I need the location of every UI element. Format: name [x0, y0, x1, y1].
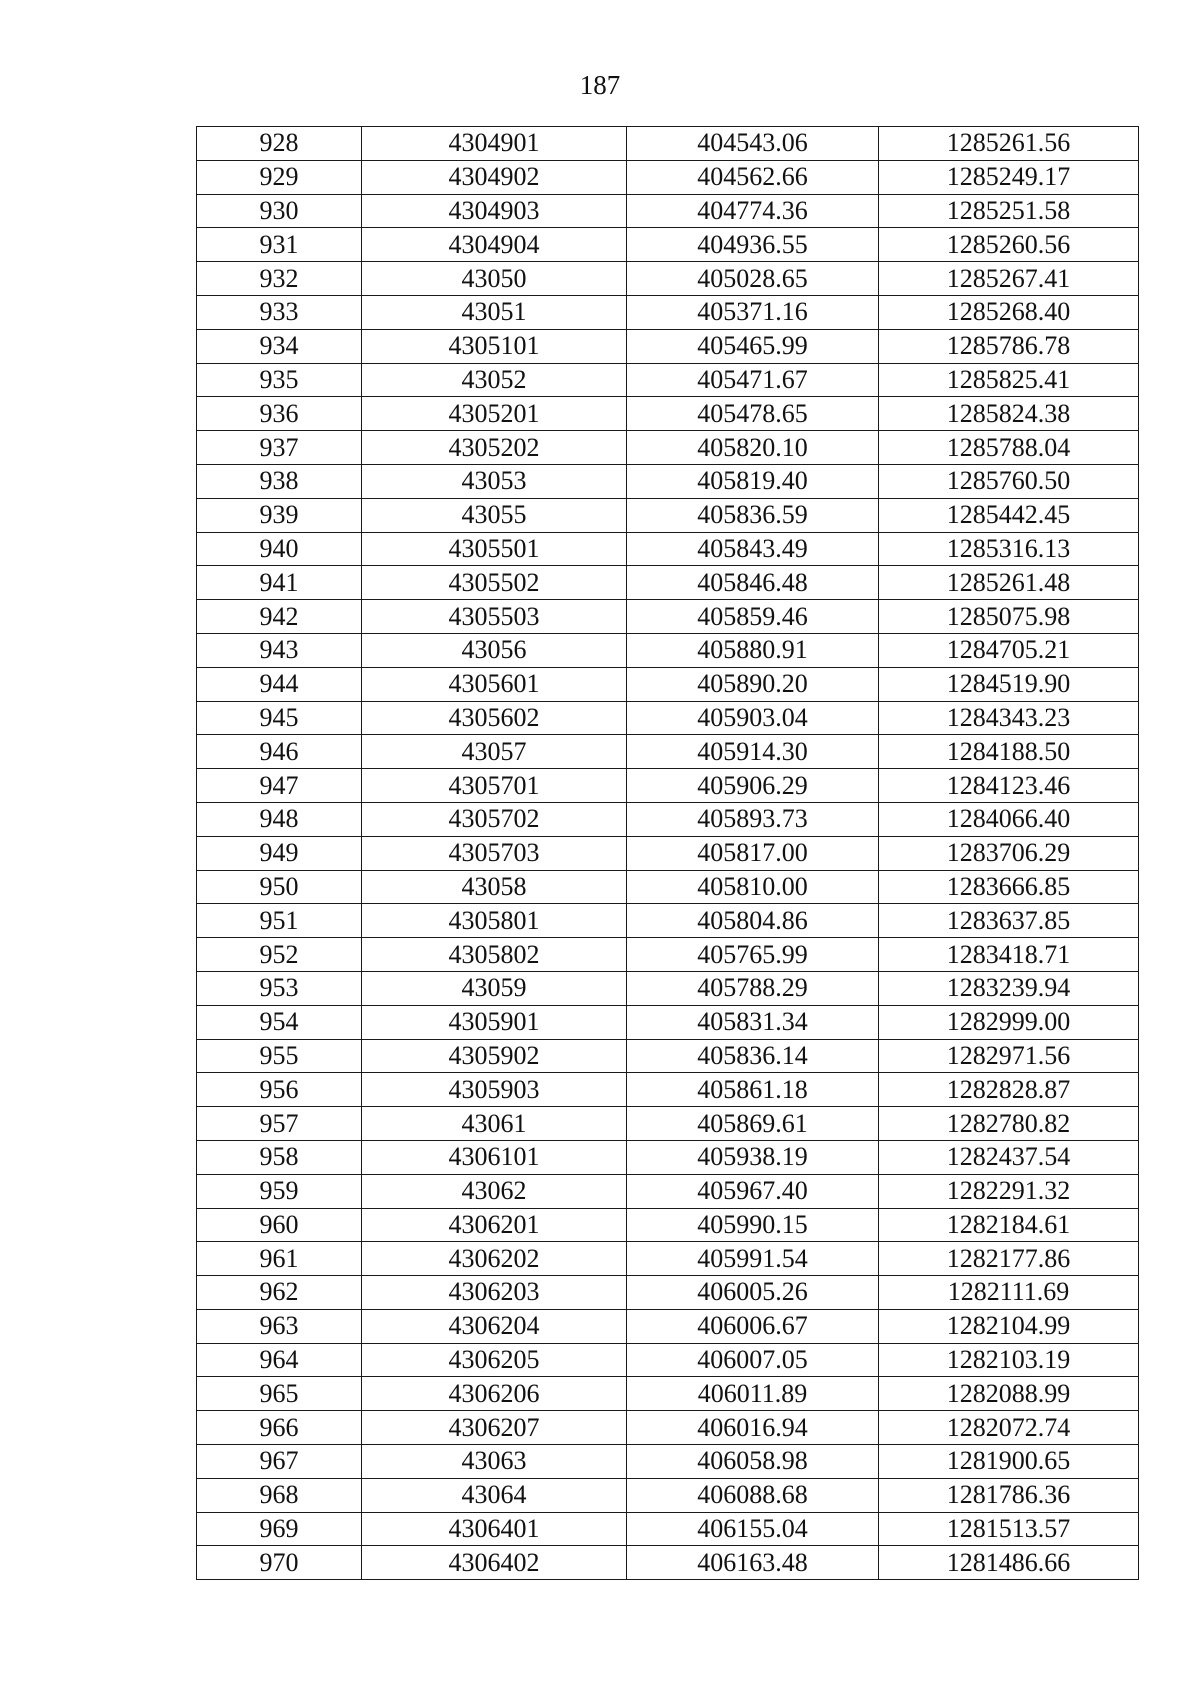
table-row [197, 1546, 1139, 1580]
row-number-cell: 953 [197, 971, 362, 1005]
y-coordinate-cell: 1285261.56 [879, 127, 1139, 161]
y-coordinate-cell: 1283666.85 [879, 870, 1139, 904]
table-row [197, 1478, 1139, 1512]
row-number-cell: 966 [197, 1411, 362, 1445]
y-coordinate-cell: 1284705.21 [879, 633, 1139, 667]
x-coordinate-cell: 406163.48 [627, 1546, 879, 1580]
x-coordinate-cell: 405903.04 [627, 701, 879, 735]
x-coordinate-cell: 405028.65 [627, 262, 879, 296]
point-id-cell: 4306207 [362, 1411, 627, 1445]
y-coordinate-cell: 1282999.00 [879, 1005, 1139, 1039]
x-coordinate-cell: 405991.54 [627, 1242, 879, 1276]
x-coordinate-cell: 406006.67 [627, 1309, 879, 1343]
x-coordinate-cell: 405817.00 [627, 836, 879, 870]
x-coordinate-cell: 404562.66 [627, 160, 879, 194]
point-id-cell: 43058 [362, 870, 627, 904]
x-coordinate-cell: 405861.18 [627, 1073, 879, 1107]
point-id-cell: 4304904 [362, 228, 627, 262]
table-row [197, 1107, 1139, 1141]
x-coordinate-cell: 406155.04 [627, 1512, 879, 1546]
x-coordinate-cell: 405914.30 [627, 735, 879, 769]
point-id-cell: 4305702 [362, 802, 627, 836]
row-number-cell: 932 [197, 262, 362, 296]
y-coordinate-cell: 1281513.57 [879, 1512, 1139, 1546]
table-row [197, 1208, 1139, 1242]
row-number-cell: 931 [197, 228, 362, 262]
row-number-cell: 940 [197, 532, 362, 566]
row-number-cell: 952 [197, 938, 362, 972]
y-coordinate-cell: 1281786.36 [879, 1478, 1139, 1512]
x-coordinate-cell: 405893.73 [627, 802, 879, 836]
row-number-cell: 970 [197, 1546, 362, 1580]
row-number-cell: 945 [197, 701, 362, 735]
row-number-cell: 942 [197, 600, 362, 634]
y-coordinate-cell: 1282437.54 [879, 1140, 1139, 1174]
row-number-cell: 955 [197, 1039, 362, 1073]
y-coordinate-cell: 1285249.17 [879, 160, 1139, 194]
table-row [197, 1377, 1139, 1411]
row-number-cell: 943 [197, 633, 362, 667]
point-id-cell: 43059 [362, 971, 627, 1005]
table-row [197, 464, 1139, 498]
row-number-cell: 954 [197, 1005, 362, 1039]
x-coordinate-cell: 405804.86 [627, 904, 879, 938]
row-number-cell: 938 [197, 464, 362, 498]
y-coordinate-cell: 1283637.85 [879, 904, 1139, 938]
y-coordinate-cell: 1285260.56 [879, 228, 1139, 262]
point-id-cell: 4306201 [362, 1208, 627, 1242]
y-coordinate-cell: 1284066.40 [879, 802, 1139, 836]
table-row [197, 701, 1139, 735]
table-row [197, 498, 1139, 532]
table-row [197, 363, 1139, 397]
y-coordinate-cell: 1285261.48 [879, 566, 1139, 600]
row-number-cell: 949 [197, 836, 362, 870]
table-row [197, 667, 1139, 701]
y-coordinate-cell: 1282072.74 [879, 1411, 1139, 1445]
x-coordinate-cell: 404936.55 [627, 228, 879, 262]
x-coordinate-cell: 405880.91 [627, 633, 879, 667]
x-coordinate-cell: 405990.15 [627, 1208, 879, 1242]
row-number-cell: 937 [197, 431, 362, 465]
point-id-cell: 4305701 [362, 769, 627, 803]
x-coordinate-cell: 405371.16 [627, 295, 879, 329]
point-id-cell: 4305601 [362, 667, 627, 701]
row-number-cell: 934 [197, 329, 362, 363]
point-id-cell: 4304901 [362, 127, 627, 161]
row-number-cell: 936 [197, 397, 362, 431]
table-row [197, 938, 1139, 972]
y-coordinate-cell: 1285786.78 [879, 329, 1139, 363]
x-coordinate-cell: 405836.14 [627, 1039, 879, 1073]
x-coordinate-cell: 405831.34 [627, 1005, 879, 1039]
y-coordinate-cell: 1282971.56 [879, 1039, 1139, 1073]
row-number-cell: 929 [197, 160, 362, 194]
x-coordinate-cell: 405843.49 [627, 532, 879, 566]
table-row [197, 870, 1139, 904]
x-coordinate-cell: 405788.29 [627, 971, 879, 1005]
table-row [197, 228, 1139, 262]
point-id-cell: 4305501 [362, 532, 627, 566]
table-row [197, 431, 1139, 465]
point-id-cell: 43061 [362, 1107, 627, 1141]
point-id-cell: 4305903 [362, 1073, 627, 1107]
x-coordinate-cell: 405859.46 [627, 600, 879, 634]
table-row [197, 904, 1139, 938]
row-number-cell: 941 [197, 566, 362, 600]
point-id-cell: 4305902 [362, 1039, 627, 1073]
point-id-cell: 4304903 [362, 194, 627, 228]
y-coordinate-cell: 1282780.82 [879, 1107, 1139, 1141]
table-row [197, 735, 1139, 769]
point-id-cell: 43052 [362, 363, 627, 397]
table-row [197, 1242, 1139, 1276]
y-coordinate-cell: 1283418.71 [879, 938, 1139, 972]
table-row [197, 600, 1139, 634]
row-number-cell: 944 [197, 667, 362, 701]
point-id-cell: 4306401 [362, 1512, 627, 1546]
table-row [197, 127, 1139, 161]
table-row [197, 1140, 1139, 1174]
row-number-cell: 951 [197, 904, 362, 938]
x-coordinate-cell: 405819.40 [627, 464, 879, 498]
x-coordinate-cell: 406007.05 [627, 1343, 879, 1377]
table-row [197, 1276, 1139, 1310]
point-id-cell: 4305202 [362, 431, 627, 465]
x-coordinate-cell: 405890.20 [627, 667, 879, 701]
table-row [197, 1039, 1139, 1073]
x-coordinate-cell: 405938.19 [627, 1140, 879, 1174]
x-coordinate-cell: 406011.89 [627, 1377, 879, 1411]
row-number-cell: 969 [197, 1512, 362, 1546]
y-coordinate-cell: 1282184.61 [879, 1208, 1139, 1242]
y-coordinate-cell: 1285788.04 [879, 431, 1139, 465]
point-id-cell: 4305101 [362, 329, 627, 363]
point-id-cell: 4305901 [362, 1005, 627, 1039]
table-row [197, 1343, 1139, 1377]
x-coordinate-cell: 405967.40 [627, 1174, 879, 1208]
y-coordinate-cell: 1285825.41 [879, 363, 1139, 397]
x-coordinate-cell: 406088.68 [627, 1478, 879, 1512]
y-coordinate-cell: 1282088.99 [879, 1377, 1139, 1411]
y-coordinate-cell: 1283706.29 [879, 836, 1139, 870]
point-id-cell: 43057 [362, 735, 627, 769]
point-id-cell: 4304902 [362, 160, 627, 194]
row-number-cell: 962 [197, 1276, 362, 1310]
table-row [197, 532, 1139, 566]
x-coordinate-cell: 406058.98 [627, 1445, 879, 1479]
row-number-cell: 968 [197, 1478, 362, 1512]
row-number-cell: 963 [197, 1309, 362, 1343]
y-coordinate-cell: 1281900.65 [879, 1445, 1139, 1479]
y-coordinate-cell: 1285251.58 [879, 194, 1139, 228]
table-row [197, 295, 1139, 329]
x-coordinate-cell: 405820.10 [627, 431, 879, 465]
row-number-cell: 959 [197, 1174, 362, 1208]
row-number-cell: 930 [197, 194, 362, 228]
point-id-cell: 4305602 [362, 701, 627, 735]
table-row [197, 769, 1139, 803]
point-id-cell: 4306203 [362, 1276, 627, 1310]
row-number-cell: 933 [197, 295, 362, 329]
table-row [197, 566, 1139, 600]
x-coordinate-cell: 404543.06 [627, 127, 879, 161]
point-id-cell: 43050 [362, 262, 627, 296]
x-coordinate-cell: 405765.99 [627, 938, 879, 972]
y-coordinate-cell: 1285442.45 [879, 498, 1139, 532]
row-number-cell: 961 [197, 1242, 362, 1276]
y-coordinate-cell: 1284123.46 [879, 769, 1139, 803]
y-coordinate-cell: 1282177.86 [879, 1242, 1139, 1276]
point-id-cell: 4305503 [362, 600, 627, 634]
table-row [197, 1445, 1139, 1479]
point-id-cell: 43051 [362, 295, 627, 329]
table-row [197, 971, 1139, 1005]
x-coordinate-cell: 405478.65 [627, 397, 879, 431]
page-number: 187 [579, 70, 621, 100]
row-number-cell: 964 [197, 1343, 362, 1377]
point-id-cell: 43062 [362, 1174, 627, 1208]
table-row [197, 836, 1139, 870]
table-row [197, 1411, 1139, 1445]
y-coordinate-cell: 1285075.98 [879, 600, 1139, 634]
point-id-cell: 4306202 [362, 1242, 627, 1276]
table-row [197, 194, 1139, 228]
y-coordinate-cell: 1284188.50 [879, 735, 1139, 769]
table-row [197, 160, 1139, 194]
table-row [197, 1309, 1139, 1343]
row-number-cell: 950 [197, 870, 362, 904]
row-number-cell: 947 [197, 769, 362, 803]
table-row [197, 1512, 1139, 1546]
point-id-cell: 4306205 [362, 1343, 627, 1377]
point-id-cell: 4306206 [362, 1377, 627, 1411]
point-id-cell: 4306204 [362, 1309, 627, 1343]
point-id-cell: 43055 [362, 498, 627, 532]
table-row [197, 1073, 1139, 1107]
y-coordinate-cell: 1285760.50 [879, 464, 1139, 498]
point-id-cell: 4306101 [362, 1140, 627, 1174]
x-coordinate-cell: 405836.59 [627, 498, 879, 532]
coordinates-table-body [197, 127, 1139, 1580]
row-number-cell: 935 [197, 363, 362, 397]
x-coordinate-cell: 405869.61 [627, 1107, 879, 1141]
row-number-cell: 958 [197, 1140, 362, 1174]
y-coordinate-cell: 1284519.90 [879, 667, 1139, 701]
table-row [197, 802, 1139, 836]
y-coordinate-cell: 1282111.69 [879, 1276, 1139, 1310]
x-coordinate-cell: 404774.36 [627, 194, 879, 228]
y-coordinate-cell: 1285824.38 [879, 397, 1139, 431]
y-coordinate-cell: 1284343.23 [879, 701, 1139, 735]
point-id-cell: 43063 [362, 1445, 627, 1479]
row-number-cell: 967 [197, 1445, 362, 1479]
x-coordinate-cell: 406005.26 [627, 1276, 879, 1310]
table-row [197, 329, 1139, 363]
row-number-cell: 965 [197, 1377, 362, 1411]
table-row [197, 262, 1139, 296]
coordinates-table [196, 126, 1139, 1580]
row-number-cell: 957 [197, 1107, 362, 1141]
x-coordinate-cell: 405810.00 [627, 870, 879, 904]
point-id-cell: 4305802 [362, 938, 627, 972]
row-number-cell: 939 [197, 498, 362, 532]
point-id-cell: 4305703 [362, 836, 627, 870]
point-id-cell: 43056 [362, 633, 627, 667]
y-coordinate-cell: 1285267.41 [879, 262, 1139, 296]
table-row [197, 1174, 1139, 1208]
x-coordinate-cell: 405471.67 [627, 363, 879, 397]
table-row [197, 633, 1139, 667]
point-id-cell: 43053 [362, 464, 627, 498]
row-number-cell: 960 [197, 1208, 362, 1242]
point-id-cell: 4305502 [362, 566, 627, 600]
y-coordinate-cell: 1285268.40 [879, 295, 1139, 329]
point-id-cell: 43064 [362, 1478, 627, 1512]
table-row [197, 1005, 1139, 1039]
x-coordinate-cell: 405906.29 [627, 769, 879, 803]
y-coordinate-cell: 1282104.99 [879, 1309, 1139, 1343]
row-number-cell: 956 [197, 1073, 362, 1107]
table-row [197, 397, 1139, 431]
row-number-cell: 946 [197, 735, 362, 769]
y-coordinate-cell: 1282291.32 [879, 1174, 1139, 1208]
x-coordinate-cell: 405846.48 [627, 566, 879, 600]
point-id-cell: 4306402 [362, 1546, 627, 1580]
y-coordinate-cell: 1282828.87 [879, 1073, 1139, 1107]
y-coordinate-cell: 1283239.94 [879, 971, 1139, 1005]
y-coordinate-cell: 1281486.66 [879, 1546, 1139, 1580]
row-number-cell: 928 [197, 127, 362, 161]
y-coordinate-cell: 1285316.13 [879, 532, 1139, 566]
x-coordinate-cell: 406016.94 [627, 1411, 879, 1445]
row-number-cell: 948 [197, 802, 362, 836]
y-coordinate-cell: 1282103.19 [879, 1343, 1139, 1377]
point-id-cell: 4305801 [362, 904, 627, 938]
x-coordinate-cell: 405465.99 [627, 329, 879, 363]
point-id-cell: 4305201 [362, 397, 627, 431]
